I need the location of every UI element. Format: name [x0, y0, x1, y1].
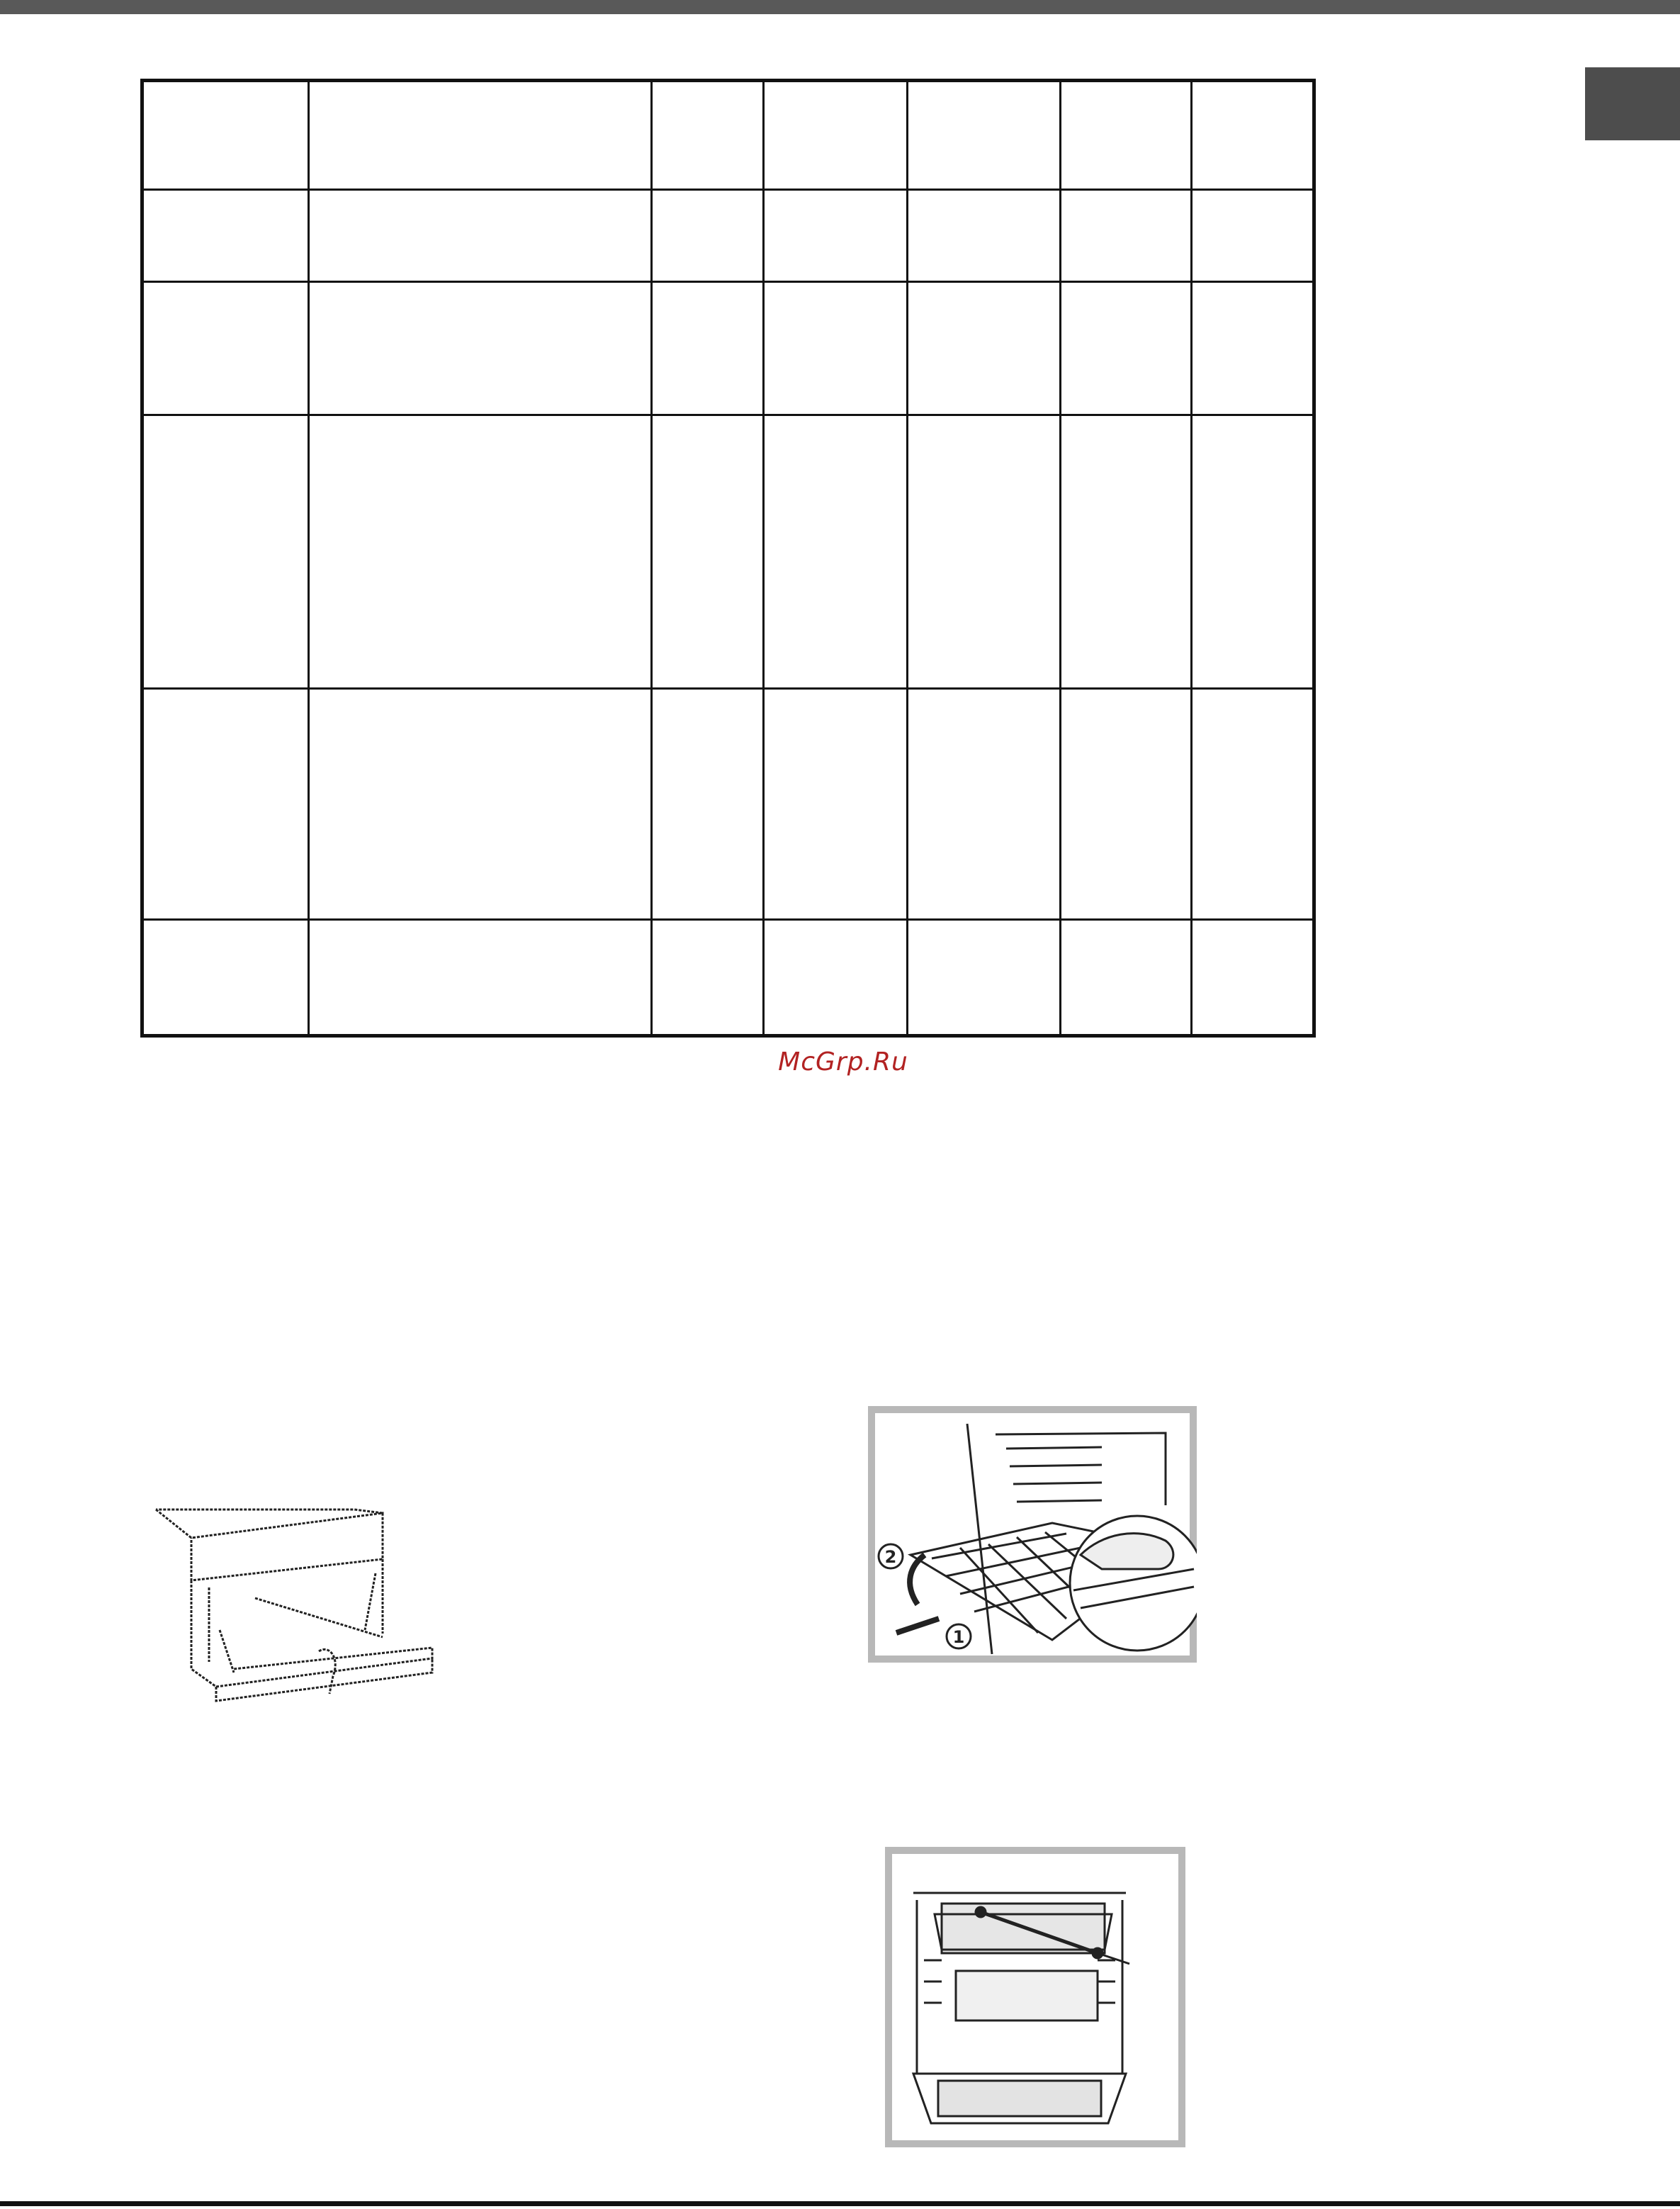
table-cell	[764, 415, 908, 689]
language-side-tab	[1585, 67, 1680, 140]
table-cell	[309, 190, 652, 282]
table-cell	[764, 190, 908, 282]
table-cell	[908, 689, 1061, 920]
table-cell	[764, 81, 908, 190]
table-cell	[1061, 920, 1192, 1036]
table-cell	[1192, 282, 1314, 415]
table-cell	[652, 920, 764, 1036]
table-cell	[908, 81, 1061, 190]
table-cell	[142, 190, 309, 282]
table-cell	[908, 282, 1061, 415]
table-cell	[309, 81, 652, 190]
table-cell	[652, 81, 764, 190]
oven-cavity-illustration	[885, 1847, 1185, 2147]
table-cell	[1192, 81, 1314, 190]
table-cell	[652, 689, 764, 920]
oven-rack-insertion-illustration	[868, 1406, 1197, 1663]
table-row	[142, 689, 1314, 920]
table-cell	[1192, 689, 1314, 920]
table-cell	[142, 282, 309, 415]
top-header-bar	[0, 0, 1680, 14]
table-cell	[142, 689, 309, 920]
table-cell	[652, 415, 764, 689]
table-cell	[142, 415, 309, 689]
table-cell	[1061, 415, 1192, 689]
table-cell	[309, 282, 652, 415]
table-row	[142, 190, 1314, 282]
table-cell	[1192, 920, 1314, 1036]
table-cell	[1061, 81, 1192, 190]
table-row	[142, 282, 1314, 415]
table-cell	[1061, 282, 1192, 415]
table-cell	[309, 689, 652, 920]
table-cell	[764, 689, 908, 920]
cooking-table	[140, 79, 1316, 1038]
table-cell	[764, 920, 908, 1036]
table-cell	[1192, 415, 1314, 689]
table-cell	[908, 920, 1061, 1036]
table-cell	[908, 190, 1061, 282]
table-cell	[1192, 190, 1314, 282]
watermark-text: McGrp.Ru	[778, 1047, 908, 1077]
table-cell	[142, 920, 309, 1036]
table-cell	[142, 81, 309, 190]
table-cell	[652, 282, 764, 415]
table-cell	[764, 282, 908, 415]
table-row	[142, 81, 1314, 190]
table-cell	[1061, 689, 1192, 920]
step-2-label: 2	[884, 1547, 897, 1567]
table-row	[142, 920, 1314, 1036]
table-cell	[309, 415, 652, 689]
oven-door-illustration	[149, 1495, 446, 1708]
table-cell	[309, 920, 652, 1036]
step-1-label: 1	[952, 1627, 965, 1647]
table-cell	[1061, 190, 1192, 282]
bottom-rule	[0, 2201, 1680, 2206]
table-row	[142, 415, 1314, 689]
table-cell	[908, 415, 1061, 689]
table-cell	[652, 190, 764, 282]
